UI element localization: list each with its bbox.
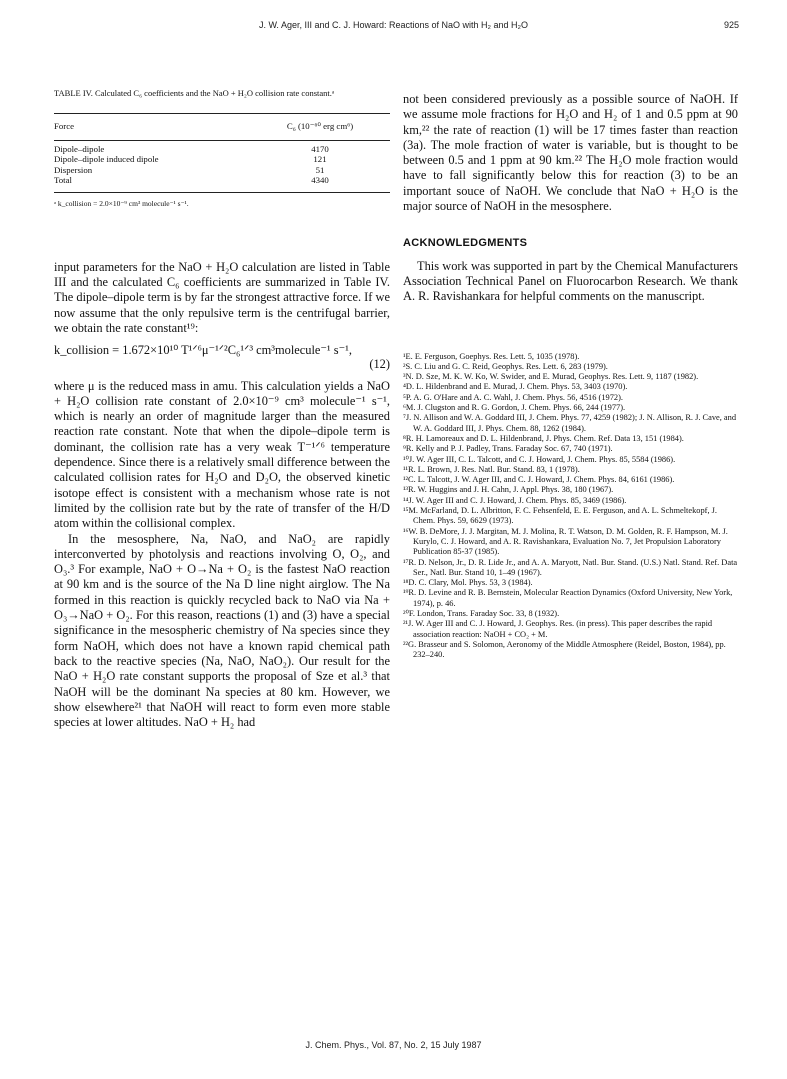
reference-item: ⁴D. L. Hildenbrand and E. Murad, J. Chem. Phys. 53, 3403 (1970). (403, 382, 628, 392)
reference-item: ¹⁷R. D. Nelson, Jr., D. R. Lide Jr., and A. A. Maryott, Natl. Bur. Stand. (U.S.) Natl. Stand. Ref. Data Ser., Natl. Bur. Stand 10, 1–49 (1967). (403, 557, 738, 577)
equation-expression: k_collision = 1.672×10¹⁰ T¹ᐟ⁶μ⁻¹ᐟ²C₆¹ᐟ³ cm³molecule⁻¹ s⁻¹, (54, 343, 352, 358)
reference-item: ¹⁰J. W. Ager III, C. L. Talcott, and C. J. Howard, J. Chem. Phys. 85, 5584 (1986). (403, 454, 676, 464)
reference-item: ⁹R. Kelly and P. J. Padley, Trans. Faraday Soc. 67, 740 (1971). (403, 444, 613, 454)
journal-footer: J. Chem. Phys., Vol. 87, No. 2, 15 July 1987 (305, 1040, 482, 1050)
equation-number: (12) (369, 357, 390, 372)
table-row (54, 165, 390, 175)
table-iv (54, 113, 390, 193)
paragraph: In the mesosphere, Na, NaO, and NaO₂ are rapidly interconverted by photolysis and reactions involving O, O₂, and O₃.³ For example, NaO + O→Na + O₂ is the fastest NaO reaction at 90 km and is the source of the Na D line night airglow. The Na formed in this reaction is quickly recycled back to NaO via Na + O₃→NaO + O₂. For this reason, reactions (1) and (3) have a special significance in the mesospheric chemistry of Na species since they form NaOH, which does not have a known rapid chemical path back to the reactive species (Na, NaO, NaO₂). Our result for the NaO + H₂O rate constant supports the proposal of Sze et al.³ that NaOH will be the dominant Na species at 80 km. However, we show elsewhere²¹ that NaOH will react to form even more stable species at lower altitudes. NaO + H₂ had (54, 531, 390, 730)
table-col-force: Force (54, 113, 250, 140)
paragraph: not been considered previously as a possible source of NaOH. If we assume mole fractions for H₂O and H₂ of 1 and 0.5 ppm at 90 km,²² the rate of reaction (1) will be 17 times faster than reaction (3a). The mole fraction of water is variable, but is thought to be between 0.5 and 1 ppm at 90 km.²² The H₂O mole fraction would have to fall significantly below this for reaction (3) to be an important souce of NaOH. We conclude that NaO + H₂O is the major source of NaOH in the mesosphere. (403, 92, 738, 214)
reference-item: ¹¹R. L. Brown, J. Res. Natl. Bur. Stand. 83, 1 (1978). (403, 464, 580, 474)
table-cell-value: 4340 (311, 175, 329, 186)
right-body (403, 92, 738, 305)
table-row (54, 154, 390, 164)
reference-item: ²S. C. Liu and G. C. Reid, Geophys. Res. Lett. 6, 283 (1979). (403, 361, 608, 371)
paragraph: input parameters for the NaO + H₂O calculation are listed in Table III and the calculated C₆ coefficients are summarized in Table IV. The dipole–dipole term is by far the strongest attractive force. If we now assume that the only repulsive term is the centrifugal barrier, we obtain the rate constant¹⁹: (54, 259, 390, 335)
reference-item: ¹⁸D. C. Clary, Mol. Phys. 53, 3 (1984). (403, 578, 533, 588)
running-title: J. W. Ager, III and C. J. Howard: Reactions of NaO with H₂ and H₂O (258, 20, 529, 30)
table-header-row (54, 113, 390, 140)
table-cell-force: Dispersion (54, 164, 93, 175)
table-cell-value: 51 (315, 164, 325, 175)
table-cell-value: 4170 (311, 143, 329, 154)
reference-item: ⁶M. J. Clugston and R. G. Gordon, J. Chem. Phys. 66, 244 (1977). (403, 403, 626, 413)
reference-item: ²¹J. W. Ager III and C. J. Howard, J. Geophys. Res. (in press). This paper describes the rapid association reaction: NaOH + CO₂ + M. (403, 619, 713, 639)
reference-item: ¹⁴J. W. Ager III and C. J. Howard, J. Chem. Phys. 85, 3469 (1986). (403, 495, 627, 505)
table-cell-force: Total (54, 175, 72, 186)
table-row (54, 140, 390, 154)
running-header (0, 20, 787, 34)
table-cell-value: 121 (313, 154, 327, 165)
reference-item: ¹⁶W. B. DeMore, J. J. Margitan, M. J. Molina, R. T. Watson, D. M. Golden, R. F. Hampson, M. J. Kurylo, C. J. Howard, and A. R. Ravishankara, Evaluation No. 7, Jet Propulsion Laboratory Publication 85-37 (1985). (403, 526, 728, 557)
references-list (403, 352, 738, 661)
reference-item: ²⁰F. London, Trans. Faraday Soc. 33, 8 (1932). (403, 608, 560, 618)
right-column (403, 92, 738, 660)
table-col-c6: C₆ (10⁻⁶⁰ erg cm⁶) (250, 113, 390, 140)
reference-item: ⁷J. N. Allison and W. A. Goddard III, J. Chem. Phys. 77, 4259 (1982); J. N. Allison, R. J. Cave, and W. A. Goddard III, J. Phys. Chem. 88, 1262 (1984). (403, 413, 737, 433)
reference-item: ¹³R. W. Huggins and J. H. Cahn, J. Appl. Phys. 38, 180 (1967). (403, 485, 614, 495)
left-body (54, 260, 390, 731)
table-cell-force: Dipole–dipole induced dipole (54, 154, 159, 165)
table-footnote: ᵃ k_collision = 2.0×10⁻⁹ cm³ molecule⁻¹ s⁻¹. (54, 198, 189, 208)
table-row (54, 175, 390, 192)
reference-item: ²²G. Brasseur and S. Solomon, Aeronomy of the Middle Atmosphere (Reidel, Boston, 1984), pp. 232–240. (403, 639, 726, 660)
table-cell-force: Dipole–dipole (54, 143, 105, 154)
reference-item: ⁵P. A. G. O'Hare and A. C. Wahl, J. Chem. Phys. 56, 4516 (1972). (403, 392, 623, 402)
acknowledgments-text: This work was supported in part by the Chemical Manufacturers Association Technical Panel on Fluorocarbon Research. We thank A. R. Ravishankara for helpful comments on the manuscript. (403, 258, 738, 304)
reference-item: ¹²C. L. Talcott, J. W. Ager III, and C. J. Howard, J. Chem. Phys. 84, 6161 (1986). (403, 475, 675, 485)
reference-item: ¹⁵M. McFarland, D. L. Albritton, F. C. Fehsenfeld, E. E. Ferguson, and A. L. Schmeltekopf, J. Chem. Phys. 59, 6629 (1973). (403, 506, 717, 526)
page-number: 925 (723, 20, 739, 30)
reference-item: ¹E. E. Ferguson, Goephys. Res. Lett. 5, 1035 (1978). (403, 351, 580, 361)
paragraph: where μ is the reduced mass in amu. This calculation yields a NaO + H₂O collision rate constant of 2.0×10⁻⁹ cm³ molecule⁻¹ s⁻¹, which is nearly an order of magnitude larger than the measured reaction rate constant. Note that when the dipole–dipole term is dominant, the collision rate has a very weak T⁻¹ᐟ⁶ temperature dependence. Since there is a relatively small difference between the calculated collision rates for H₂O and D₂O, the observed kinetic isotope effect is consistent with a mechanism whose rate is not limited by the collision rate but by the rate of transfer of the H/D atom within the collisional complex. (54, 378, 390, 531)
reference-item: ¹⁹R. D. Levine and R. B. Bernstein, Molecular Reaction Dynamics (Oxford University, New York, 1974), p. 46. (403, 588, 733, 608)
equation-12 (54, 343, 390, 372)
reference-item: ³N. D. Sze, M. K. W. Ko, W. Swider, and E. Murad, Geophys. Res. Lett. 9, 1187 (1982). (403, 372, 699, 382)
reference-item: ⁸R. H. Lamoreaux and D. L. Hildenbrand, J. Phys. Chem. Ref. Data 13, 151 (1984). (403, 433, 684, 443)
table-caption: TABLE IV. Calculated C₆ coefficients and the NaO + H₂O collision rate constant.ᵃ (54, 88, 335, 98)
acknowledgments-heading: ACKNOWLEDGMENTS (403, 237, 528, 250)
left-column (54, 88, 390, 730)
